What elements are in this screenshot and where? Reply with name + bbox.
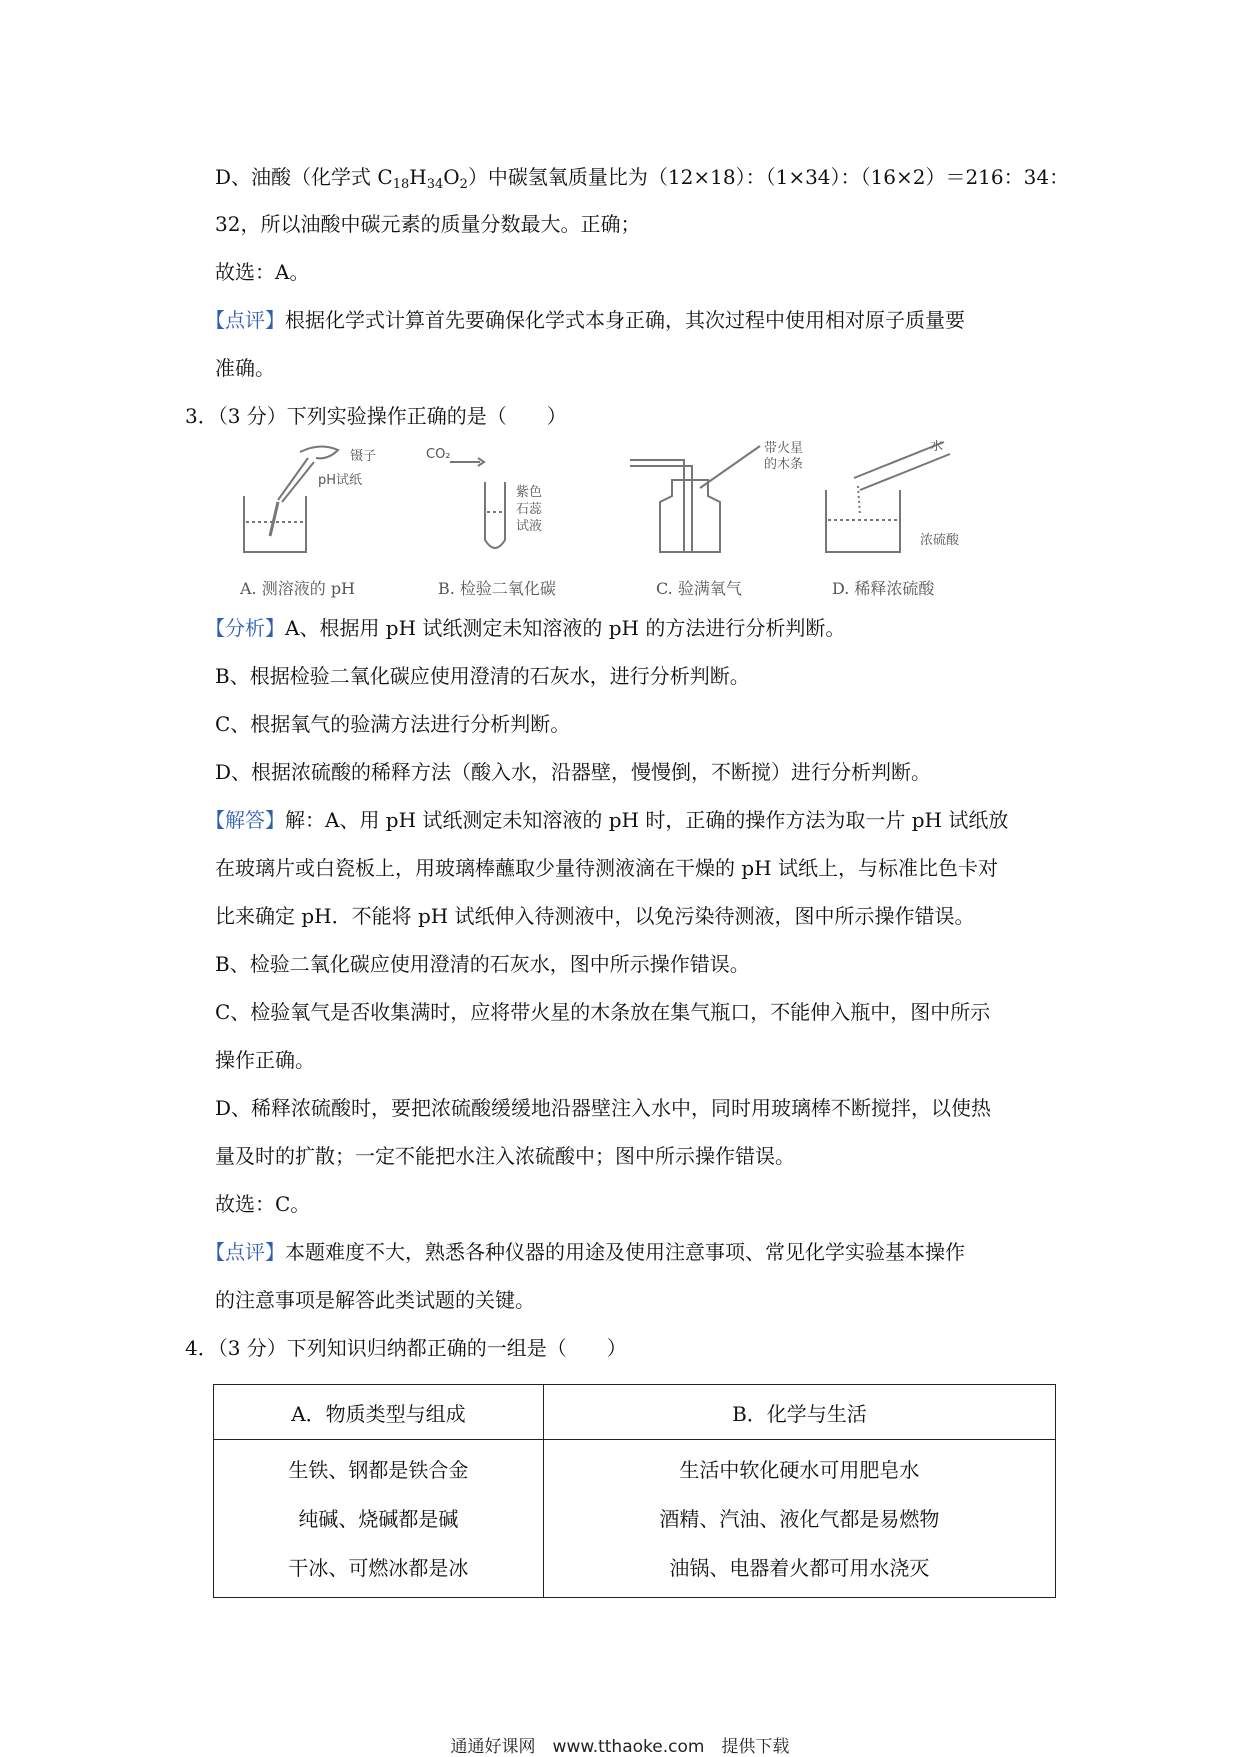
- table-row: [214, 1440, 1056, 1598]
- subscript-2: 2: [459, 177, 468, 192]
- note-splint-1: 带火星: [764, 441, 804, 456]
- cell-a-line-3: 干冰、可燃冰都是冰: [288, 1556, 469, 1580]
- note-litmus-2: 石蕊: [516, 502, 543, 517]
- analysis-text-a: A、根据用 pH 试纸测定未知溶液的 pH 的方法进行分析判断。: [285, 616, 846, 640]
- note-co2: CO₂: [426, 447, 451, 462]
- q3-choice: 故选：C。: [215, 1192, 311, 1216]
- part-d-text-b: ）中碳氢氧质量比为（12×18）：（1×34）：（16×2）＝216：34：: [467, 165, 1070, 189]
- review-tag: 【点评】: [205, 308, 285, 332]
- q3-review-line-1: [205, 1238, 965, 1266]
- subscript-18: 18: [392, 177, 410, 192]
- cell-a-line-2: 纯碱、烧碱都是碱: [298, 1507, 459, 1531]
- cell-a-line-1: 生铁、钢都是铁合金: [288, 1458, 469, 1482]
- table-cell-a: [214, 1440, 544, 1598]
- note-ph-paper: pH试纸: [318, 473, 363, 488]
- part-d-text-a: D、油酸（化学式 C: [215, 165, 393, 189]
- q3-answer-a3: 比来确定 pH．不能将 pH 试纸伸入待测液中，以免污染待测液，图中所示操作错误。: [215, 904, 975, 928]
- q3-analysis-d: D、根据浓硫酸的稀释方法（酸入水，沿器壁，慢慢倒，不断搅）进行分析判断。: [215, 760, 932, 784]
- knowledge-table: [213, 1384, 1056, 1598]
- review-text: 根据化学式计算首先要确保化学式本身正确，其次过程中使用相对原子质量要: [285, 308, 965, 332]
- answer-text-a1: 解：A、用 pH 试纸测定未知溶液的 pH 时，正确的操作方法为取一片 pH 试纸放: [285, 808, 1009, 832]
- q3-review-line-2: 的注意事项是解答此类试题的关键。: [215, 1288, 535, 1312]
- q3-figure: [230, 440, 1010, 565]
- splint: [700, 446, 760, 488]
- q3-stem: 3．（3 分）下列实验操作正确的是（ ）: [185, 404, 567, 428]
- note-splint-2: 的木条: [764, 457, 804, 472]
- table-cell-b: [543, 1440, 1055, 1598]
- part-d-line-1: [215, 163, 1069, 199]
- q3-analysis-b: B、根据检验二氧化碳应使用澄清的石灰水，进行分析判断。: [215, 664, 750, 688]
- page-footer: 通通好课网 www.tthaoke.com 提供下载: [450, 1737, 790, 1757]
- beaker-a: [244, 496, 306, 552]
- answer-tag: 【解答】: [205, 808, 285, 832]
- cell-b-line-1: 生活中软化硬水可用肥皂水: [679, 1458, 920, 1482]
- q4-stem: 4．（3 分）下列知识归纳都正确的一组是（ ）: [185, 1336, 627, 1360]
- q3-answer-d1: D、稀释浓硫酸时，要把浓硫酸缓缓地沿器壁注入水中，同时用玻璃棒不断搅拌，以使热: [215, 1096, 992, 1120]
- q3-answer-d2: 量及时的扩散；一定不能把水注入浓硫酸中；图中所示操作错误。: [215, 1144, 795, 1168]
- q2-review-line-1: [205, 306, 965, 334]
- tweezers: [278, 458, 314, 502]
- element-o: O: [443, 165, 460, 189]
- q3-answer-c2: 操作正确。: [215, 1048, 315, 1072]
- cell-b-line-2: 酒精、汽油、液化气都是易燃物: [659, 1507, 940, 1531]
- co2-tube: [450, 458, 484, 466]
- q3-answer-a2: 在玻璃片或白瓷板上，用玻璃棒蘸取少量待测液滴在干燥的 pH 试纸上，与标准比色卡对: [215, 856, 998, 880]
- q2-review-line-2: 准确。: [215, 356, 275, 380]
- figure-label-a: A. 测溶液的 pH: [240, 579, 356, 598]
- table-header-b: B．化学与生活: [543, 1385, 1055, 1440]
- part-d-line-2: 32，所以油酸中碳元素的质量分数最大。正确；: [215, 212, 641, 236]
- note-tweezers: 镊子: [350, 449, 377, 464]
- ph-paper: [270, 502, 278, 536]
- q3-answer-c1: C、检验氧气是否收集满时，应将带火星的木条放在集气瓶口，不能伸入瓶中，图中所示: [215, 1000, 991, 1024]
- q3-answer-a1: [205, 806, 1008, 834]
- q2-choice: 故选：A。: [215, 260, 310, 284]
- table-header-a: A．物质类型与组成: [214, 1385, 544, 1440]
- figure-label-b: B. 检验二氧化碳: [438, 579, 556, 598]
- pour-stream: [858, 486, 860, 516]
- cell-b-line-3: 油锅、电器着火都可用水浇灭: [669, 1556, 930, 1580]
- note-water: 水: [930, 440, 944, 454]
- review-text: 本题难度不大，熟悉各种仪器的用途及使用注意事项、常见化学实验基本操作: [285, 1240, 965, 1264]
- note-litmus-3: 试液: [516, 519, 543, 534]
- analysis-tag: 【分析】: [205, 616, 285, 640]
- figure-label-c: C. 验满氧气: [656, 579, 742, 598]
- note-conc-acid: 浓硫酸: [920, 533, 960, 548]
- q3-analysis-c: C、根据氧气的验满方法进行分析判断。: [215, 712, 571, 736]
- gas-bottle: [660, 480, 720, 552]
- q3-answer-b: B、检验二氧化碳应使用澄清的石灰水，图中所示操作错误。: [215, 952, 750, 976]
- test-tube: [485, 482, 505, 548]
- subscript-34: 34: [426, 177, 444, 192]
- hand-a: [300, 446, 338, 458]
- note-litmus-1: 紫色: [516, 485, 543, 500]
- q3-analysis-a: [205, 614, 845, 642]
- review-tag: 【点评】: [205, 1240, 285, 1264]
- table-header-row: [214, 1385, 1056, 1440]
- figure-label-d: D. 稀释浓硫酸: [832, 579, 935, 598]
- element-h: H: [409, 165, 427, 189]
